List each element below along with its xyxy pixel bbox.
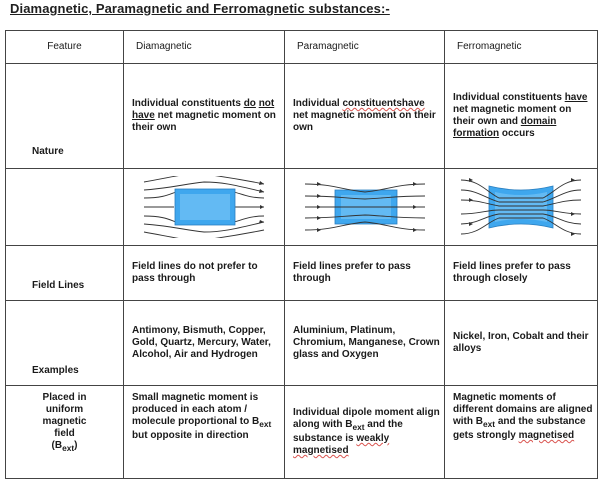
field-diagram-row bbox=[6, 169, 598, 246]
nature-row bbox=[6, 64, 598, 169]
header-row bbox=[6, 31, 598, 64]
header-feature: Feature bbox=[6, 31, 124, 64]
examples-paramagnetic: Aluminium, Platinum, Chromium, Manganese, Crown glass and Oxygen bbox=[285, 301, 445, 386]
examples-label: Examples bbox=[6, 301, 124, 386]
empty-cell bbox=[6, 169, 124, 246]
ferromagnetic-field-diagram bbox=[445, 169, 598, 246]
page-title: Diamagnetic, Paramagnetic and Ferromagnetic substances:- bbox=[10, 1, 390, 16]
field-lines-ferromagnetic: Field lines prefer to pass through closely bbox=[445, 246, 598, 301]
examples-ferromagnetic: Nickel, Iron, Cobalt and their alloys bbox=[445, 301, 598, 386]
field-lines-paramagnetic: Field lines prefer to pass through bbox=[285, 246, 445, 301]
header-diamagnetic: Diamagnetic bbox=[124, 31, 285, 64]
examples-diamagnetic: Antimony, Bismuth, Copper, Gold, Quartz, Mercury, Water, Alcohol, Air and Hydrogen bbox=[124, 301, 285, 386]
comparison-table bbox=[5, 30, 598, 479]
uniform-field-row bbox=[6, 386, 598, 479]
paramagnetic-field-diagram bbox=[285, 169, 445, 246]
uniform-field-paramagnetic: Individual dipole moment align along with $B_{ext}$ and the substance is weakly magnetised bbox=[285, 386, 445, 479]
field-lines-row bbox=[6, 246, 598, 301]
header-ferromagnetic: Ferromagnetic bbox=[445, 31, 598, 64]
nature-diamagnetic: Individual constituents do not have net magnetic moment on their own bbox=[124, 64, 285, 169]
examples-row bbox=[6, 301, 598, 386]
field-lines-diamagnetic: Field lines do not prefer to pass through bbox=[124, 246, 285, 301]
field-lines-label: Field Lines bbox=[6, 246, 124, 301]
diamagnetic-field-diagram bbox=[124, 169, 285, 246]
uniform-field-label: Placed in uniform magnetic field $(B_{ext})$ bbox=[6, 386, 124, 479]
uniform-field-diamagnetic: Small magnetic moment is produced in each atom / molecule proportional to $B_{ext}$ but opposite in direction bbox=[124, 386, 285, 479]
nature-ferromagnetic: Individual constituents have net magnetic moment on their own and domain formation occurs bbox=[445, 64, 598, 169]
nature-paramagnetic: Individual constituentshave net magnetic moment on their own bbox=[285, 64, 445, 169]
uniform-field-ferromagnetic: Magnetic moments of different domains are aligned with $B_{ext}$ and the substance gets strongly magnetised bbox=[445, 386, 598, 479]
header-paramagnetic: Paramagnetic bbox=[285, 31, 445, 64]
nature-label: Nature bbox=[6, 64, 124, 169]
